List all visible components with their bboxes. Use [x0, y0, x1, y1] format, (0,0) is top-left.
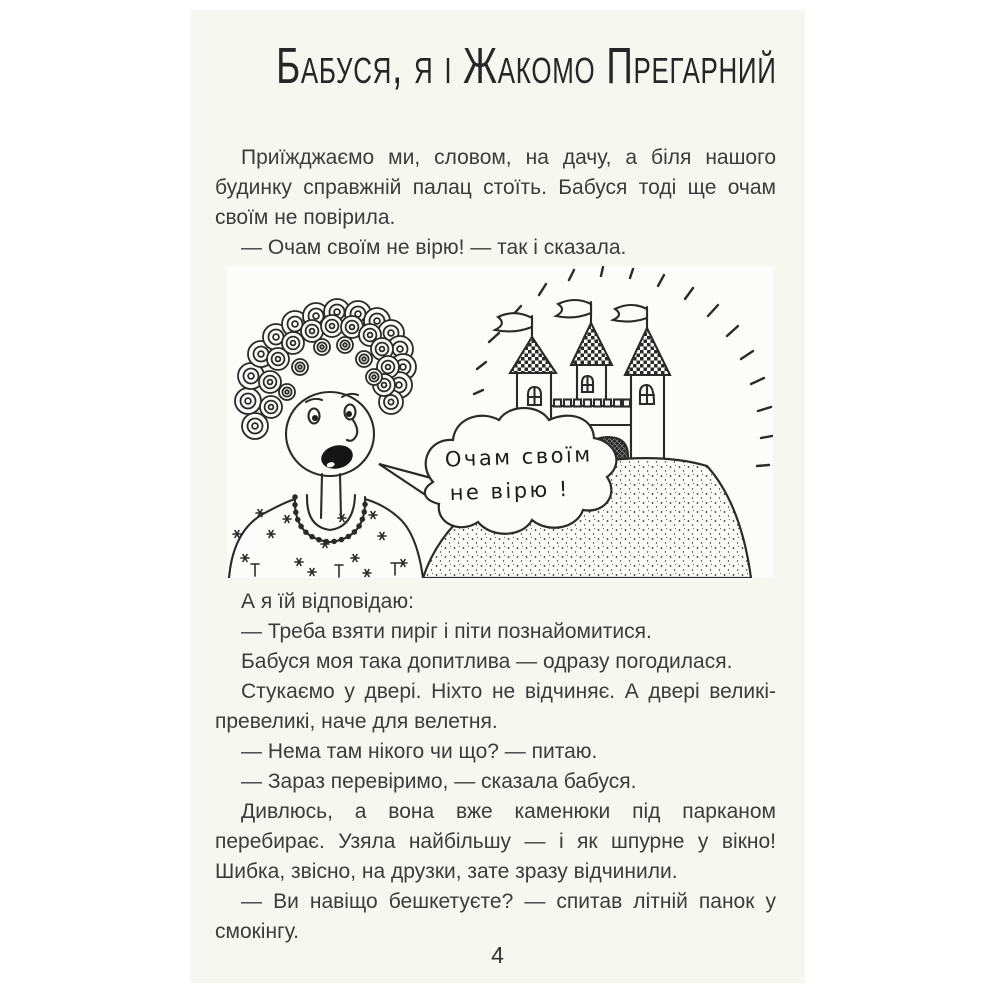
- paragraph: — Нема там нікого чи що? — питаю.: [241, 740, 598, 763]
- book-page: [190, 10, 805, 983]
- paragraph: Стукаємо у двері. Ніхто не відчиняє. А двері великі-превеликі, наче для велетня.: [215, 680, 776, 733]
- paragraph: — Очам своїм не вірю! — так і сказала.: [241, 236, 627, 259]
- paragraph: Приїжджаємо ми, словом, на дачу, а біля нашого будинку справжній палац стоїть. Бабуся тоді ще очам своїм не повірила.: [215, 146, 776, 229]
- speech-bubble-text: не вірю !: [449, 476, 571, 506]
- castle-roof: [625, 328, 670, 375]
- illustration: [227, 266, 773, 578]
- castle-battlements: [554, 400, 630, 407]
- illustration-drawing: [227, 266, 773, 578]
- paragraph: — Треба взяти пиріг і піти познайомитися.: [241, 620, 652, 643]
- page-number: 4: [491, 942, 504, 968]
- castle-flag: [495, 300, 647, 337]
- grandma-figure: [229, 299, 423, 578]
- speech-bubble: [379, 408, 616, 534]
- paragraph: Бабуся моя така допитлива — одразу погодилася.: [241, 650, 733, 673]
- paragraph: — Ви навіщо бешкетуєте? — спитав літній панок у смокінгу.: [215, 890, 776, 943]
- castle-roof: [510, 337, 556, 373]
- castle-roof: [571, 323, 612, 365]
- text-block-top: [215, 143, 776, 263]
- chapter-title: Бабуся, я і Жакомо Прегарний: [276, 37, 777, 94]
- paragraph: Дивлюсь, а вона вже каменюки під парканом перебирає. Узяла найбільшу — і як шпурне у вікно! Шибка, звісно, на друзки, зате зразу відчинили.: [215, 800, 776, 883]
- paragraph: А я їй відповідаю:: [241, 590, 414, 613]
- text-block-bottom: [215, 587, 776, 947]
- paragraph: — Зараз перевіримо, — сказала бабуся.: [241, 770, 637, 793]
- speech-bubble-text: Очам своїм: [444, 442, 594, 472]
